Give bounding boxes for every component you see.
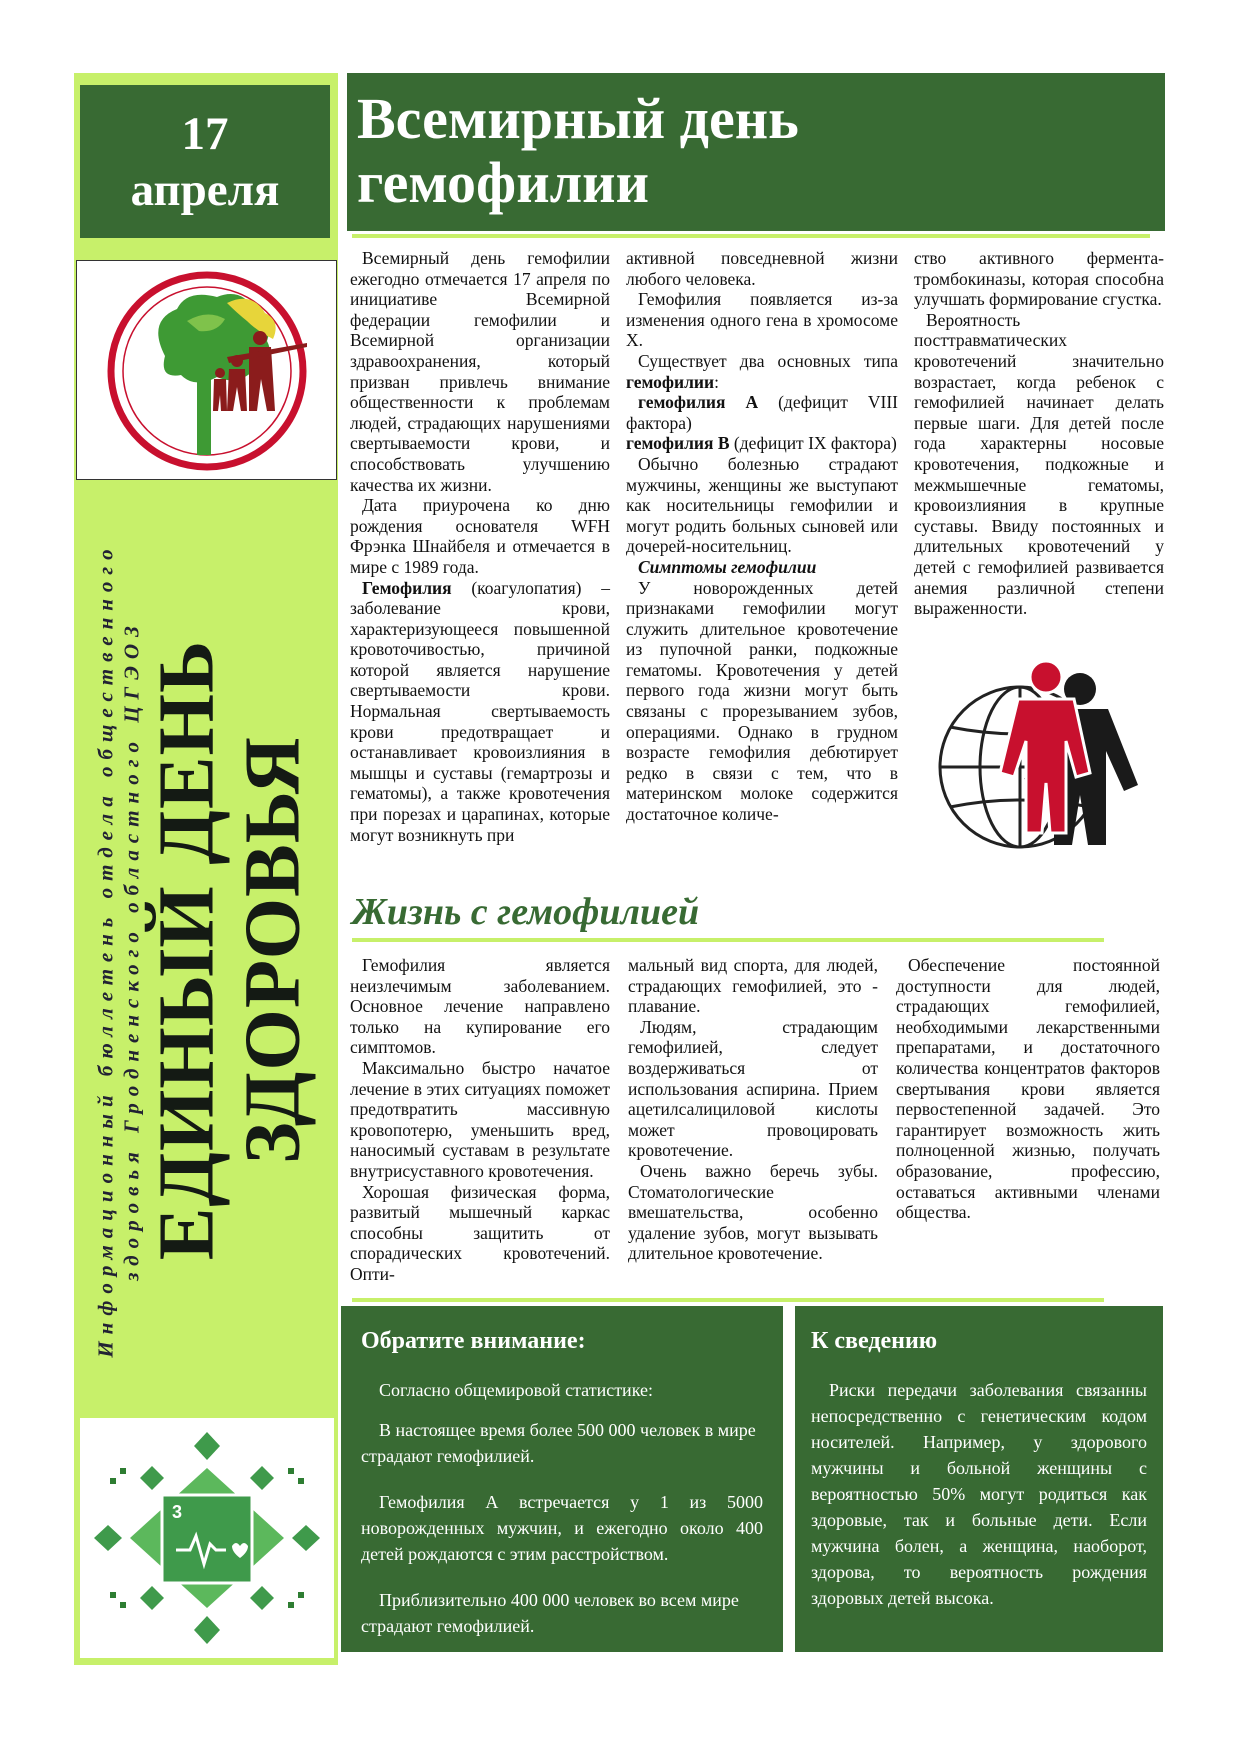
term: гемофилии xyxy=(626,371,715,392)
section2-column-3 xyxy=(896,955,1160,1223)
globe-figures-icon xyxy=(920,655,1152,855)
ornament-emblem-icon xyxy=(80,1418,334,1658)
divider xyxy=(352,1298,1104,1302)
paragraph: ство активного фермента-тромбокиназы, которая способна улучшать формирование сгустка. xyxy=(914,248,1164,310)
attention-box xyxy=(341,1306,783,1652)
paragraph-text: (дефицит VIII фактора) xyxy=(626,392,898,433)
series-line-1: Информационный бюллетень отдела общественного xyxy=(94,542,118,1358)
divider xyxy=(352,234,1150,238)
page-title xyxy=(347,73,1165,231)
paragraph: Вероятность посттравматических кровотечений значительно возрастает, когда ребенок с гемофилией начинает делать первые шаги. Для детей после года характерны носовые кровотечения, подкожные и межмышечные гематомы, кровоизлияния в крупные суставы. Ввиду постоянных и длительных кровотечений у детей с гемофилией развивается анемия различной степени выраженности. xyxy=(914,309,1164,619)
paragraph-text: (дефицит IX фактора) xyxy=(729,433,897,454)
date-box xyxy=(80,85,330,238)
series-line-2: здоровья Гродненского областного ЦГЭОЗ xyxy=(120,619,144,1281)
attention-paragraph: Согласно общемировой статистике: xyxy=(379,1380,653,1400)
date-day: 17 xyxy=(181,107,229,160)
attention-title: Обратите внимание: xyxy=(361,1328,586,1354)
tree-family-icon xyxy=(77,261,336,479)
paragraph-text: Существует два основных типа xyxy=(638,350,898,371)
paragraph: Людям, страдающим гемофилией, следует воздерживаться от использования аспирина. Прием ацетилсалициловой кислоты может провоцировать кровотечение. xyxy=(628,1016,878,1161)
section2-column-1 xyxy=(350,955,610,1285)
section-title: Жизнь с гемофилией xyxy=(352,891,700,933)
paragraph: Очень важно беречь зубы. Стоматологические вмешательства, особенно удаление зубов, могут вызывать длительное кровотечение. xyxy=(628,1160,878,1264)
paragraph: Максимально быстро начатое лечение в этих ситуациях поможет предотвратить массивную кровопотерю, уменьшить вред, наносимый суставам в результате внутрисуставного кровотечения. xyxy=(350,1057,610,1181)
info-box xyxy=(795,1306,1163,1652)
ornament-emblem xyxy=(80,1418,334,1658)
article-column-3 xyxy=(914,248,1164,619)
paragraph xyxy=(350,578,610,846)
page-title-line-1: Всемирный день xyxy=(357,86,799,151)
tree-family-logo xyxy=(76,260,337,480)
info-title: К сведению xyxy=(811,1328,938,1354)
attention-paragraph: Приблизительно 400 000 человек во всем мире страдают гемофилией. xyxy=(361,1590,739,1636)
paragraph-text: (коагулопатия) – заболевание крови, характеризующееся повышенной кровоточивостью, причиной которой является нарушение свертываемости крови. Нормальная свертываемость крови предотвращает и останавливает кровоизлияния в мышцы и суставы (гемартрозы и гематомы), а также кровотечения при порезах и царапинах, которые могут возникнуть при xyxy=(350,577,610,845)
paragraph: активной повседневной жизни любого человека. xyxy=(626,248,898,289)
info-paragraph: Риски передачи заболевания связанны непосредственно с генетическим кодом носителей. Например, у здорового мужчины и больной женщины с вероятностью 50% могут родиться как здоровые, так и больные дети. Если мужчина болен, а женщина, наоборот, здорова, то вероятность рождения здоровых детей высока. xyxy=(811,1380,1147,1608)
paragraph xyxy=(626,433,898,454)
date-month: апреля xyxy=(130,163,280,216)
paragraph xyxy=(626,392,898,433)
attention-paragraph: В настоящее время более 500 000 человек в мире страдают гемофилией. xyxy=(361,1420,756,1466)
page-title-line-2: гемофилии xyxy=(357,150,649,215)
attention-paragraph: Гемофилия А встречается у 1 из 5000 новорожденных мужчин, и ежегодно около 400 детей рождаются с этим расстройством. xyxy=(361,1492,763,1564)
paragraph: Дата приурочена ко дню рождения основателя WFH Фрэнка Шнайбеля и отмечается в мире с 1989 года. xyxy=(350,495,610,577)
term: Гемофилия xyxy=(362,577,452,598)
globe-figures-illustration xyxy=(920,655,1152,855)
subheading-symptoms: Симптомы гемофилии xyxy=(638,556,817,577)
series-title-vertical xyxy=(90,480,320,1420)
term: гемофилия В xyxy=(626,433,730,454)
section2-column-2 xyxy=(628,955,878,1264)
paragraph: мальный вид спорта, для людей, страдающих гемофилией, это - плавание. xyxy=(628,955,878,1017)
paragraph: Гемофилия появляется из-за изменения одного гена в хромосоме Х. xyxy=(626,289,898,351)
paragraph: У новорожденных детей признаками гемофилии могут служить длительное кровотечение из пупочной ранки, подкожные гематомы. Кровотечения у детей первого года жизни могут быть связаны с прорезыванием зубов, операциями. Однако в грудном возрасте гемофилия дебютирует редко в связи с тем, что в материнском молоке содержится достаточное количе- xyxy=(626,577,898,825)
paragraph: Гемофилия является неизлечимым заболеванием. Основное лечение направлено только на купирование его симптомов. xyxy=(350,955,610,1058)
series-big-line-1: ЕДИНЫЙ ДЕНЬ xyxy=(144,639,231,1261)
paragraph-text: : xyxy=(714,371,719,392)
article-column-2 xyxy=(626,248,898,825)
paragraph: Всемирный день гемофилии ежегодно отмечается 17 апреля по инициативе Всемирной федерации гемофилии и Всемирной организации здравоохранения, который призван привлечь внимание общественности к проблемам людей, страдающих нарушениями свертываемости крови, и способствовать улучшению качества их жизни. xyxy=(350,248,610,495)
paragraph xyxy=(626,351,898,392)
paragraph: Обычно болезнью страдают мужчины, женщины же выступают как носительницы гемофилии и могут родить больных сыновей или дочерей-носительниц. xyxy=(626,453,898,557)
series-big-line-2: ЗДОРОВЬЯ xyxy=(230,736,317,1164)
term: гемофилия А xyxy=(638,392,759,413)
article-column-1 xyxy=(350,248,610,845)
emblem-number: 3 xyxy=(172,1502,183,1522)
divider xyxy=(352,938,1104,942)
paragraph: Обеспечение постоянной доступности для людей, страдающих гемофилией, необходимыми лекарственными препаратами, и достаточного количества концентратов факторов свертывания крови является первостепенной задачей. Это гарантирует возможность жить полноценной жизнью, получать образование, профессию, оставаться активными членами общества. xyxy=(896,955,1160,1223)
paragraph: Хорошая физическая форма, развитый мышечный каркас способны защитить от спорадических кровотечений. Опти- xyxy=(350,1181,610,1284)
